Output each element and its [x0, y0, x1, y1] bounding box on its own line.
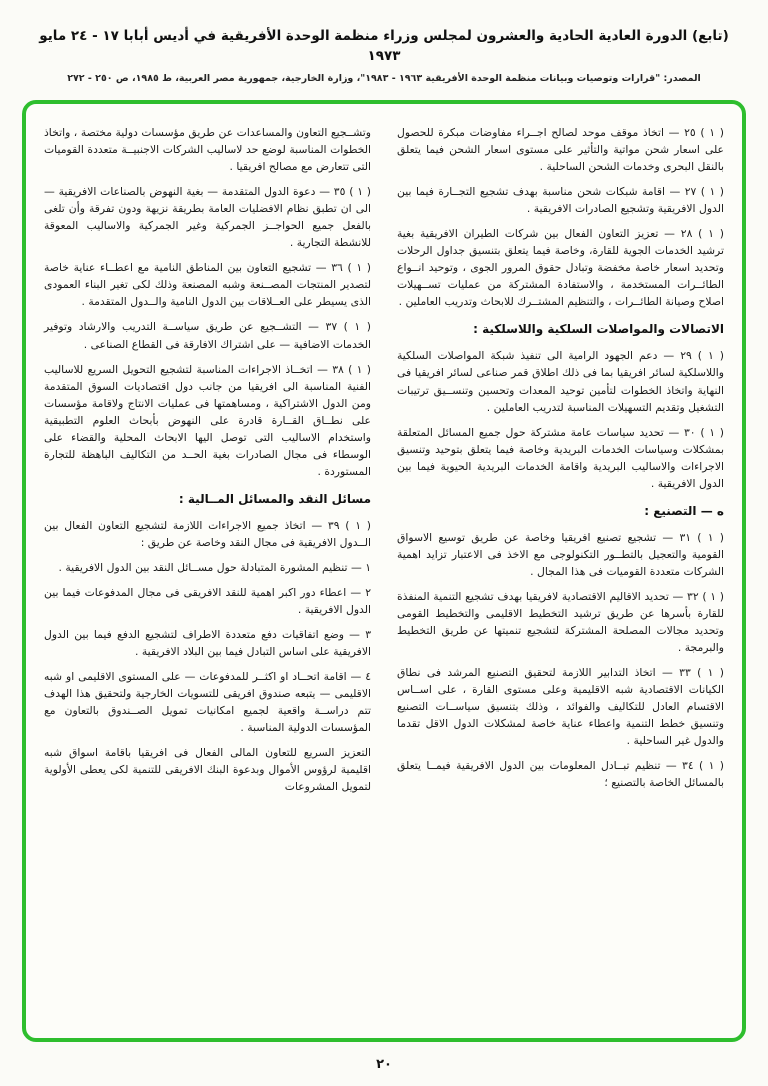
resolution-paragraph-34: ( ١ ) ٣٤ — تنظيم تبــادل المعلومات بين الدول الافريقية فيمــا يتعلق بالمسائل الخاصة بالتصنيع ؛: [397, 759, 724, 790]
document-frame: [22, 100, 746, 1042]
resolution-paragraph-38: ( ١ ) ٣٨ — اتخــاذ الاجراءات المناسبة لتشجيع التحويل السريع للاساليب الفنية المناسبة الى افريقيا من جانب دول اقتصاديات السوق المتقدمة ومن الدول الاشتراكية ، ومساهمتها فى عمليات الانتاج ولاقامة مؤسسات على نطــاق القــارة قادرة على النهوض بأبحاث العلوم التطبيقية واستخدام الاساليب التى توصل اليها الابحاث المحلية والقضاء على الوسطاء فى مجال الصادرات بغية الحــد من التكاليف الباهظة للتجارة المستوردة .: [44, 362, 371, 478]
resolution-paragraph-32: ( ١ ) ٣٢ — تحديد الاقاليم الاقتصادية لافريقيا بهدف تشجيع التنمية المنفذة للقارة بأسرها عن طريق ترشيد التخطيط الاقليمى والتخطيط القومى وتحديد مجالات المصلحة المشتركة لتشجيع تنميتها عن طريق التخطيط والبرمجة .: [397, 589, 724, 655]
section-heading-telecommunications: الاتصالات والمواصلات السلكية واللاسلكية :: [473, 322, 724, 337]
closing-paragraph: التعزيز السريع للتعاون المالى الفعال فى افريقيا باقامة اسواق شبه اقليمية لرؤوس الأموال وبدعوة البنك الافريقى للتنمية لكى يعطى الأولوية لتمويل المشروعات: [44, 746, 371, 794]
continuation-paragraph-34: وتشــجيع التعاون والمساعدات عن طريق مؤسسات دولية مختصة ، واتخاذ الخطوات المناسبة لوضع حد لاساليب الشركات الاجنبيــة متعددة القوميات التى تتعارض مع مصالح افريقيا .: [44, 126, 371, 174]
resolution-paragraph-29: ( ١ ) ٢٩ — دعم الجهود الرامية الى تنفيذ شبكة المواصلات السلكية واللاسلكية لسائر افريقيا بما فى ذلك اطلاق قمر صناعى لسائر افريقيا فى النهاية واتخاذ الخطوات لتأمين توحيد المعدات وتحسين وتنســيق ترتيبات التشغيل وتقديم التسهيلات المناسبة لتدريب العاملين .: [397, 349, 724, 414]
page-number: ٢٠: [376, 1057, 392, 1072]
resolution-paragraph-36: ( ١ ) ٣٦ — تشجيع التعاون بين المناطق النامية مع اعطــاء عناية خاصة لتصدير المنتجات المصــنعة وشبه المصنعة وذلك لكى تغير البناء العمودى الذى يسيطر على العــلاقات بين الدول النامية والــدول المتقدمة .: [44, 261, 372, 309]
resolution-paragraph-27: ( ١ ) ٢٧ — اقامة شبكات شحن مناسبة بهدف تشجيع التجــارة فيما بين الدول الافريقية وتشجيع الصادرات الافريقية .: [397, 185, 724, 216]
left-column: [44, 124, 371, 1022]
resolution-paragraph-35: ( ١ ) ٣٥ — دعوة الدول المتقدمة — بغية النهوض بالصناعات الافريقية — الى ان تطبق نظام الافضليات العامة بطريقة نزيهة ودون تفرقة وأن تلغى بالفعل جميع الحواجــز الجمركية وغير الجمركية والاساليب المعوقة للانشطة التجارية .: [44, 185, 371, 250]
two-column-layout: [44, 124, 724, 1022]
subitem-paragraph-2: ٢ — اعطاء دور اكبر اهمية للنقد الافريقى فى مجال المدفوعات فيما بين الدول الافريقية .: [44, 585, 371, 617]
resolution-paragraph-25: ( ١ ) ٢٥ — اتخاذ موقف موحد لصالح اجــراء مفاوضات مبكرة للحصول على اسعار شحن مواتية والتأثير على مستوى اسعار الشحن فيما يتعلق بالنقل البحرى وخدمات الشحن الساحلية .: [397, 126, 724, 174]
document-footer: [0, 1053, 768, 1072]
resolution-paragraph-39: ( ١ ) ٣٩ — اتخاذ جميع الاجراءات اللازمة لتشجيع التعاون الفعال بين الــدول الافريقية فى مجال النقد وخاصة عن طريق :: [44, 518, 371, 549]
resolution-paragraph-33: ( ١ ) ٣٣ — اتخاذ التدابير اللازمة لتحقيق التصنيع المرشد فى نطاق الكيانات الاقتصادية شبه الاقليمية وعلى مستوى القارة ، على اســاس الاقتسام العادل للتكاليف والفوائد ، وذلك بتنسيق سياســات التصنيع وتنسيق خطط التنمية واعطاء عناية خاصة لمشكلات الدول الاقل تقدما والدول غير الساحلية .: [397, 666, 724, 748]
section-heading-industrialization: ه — التصنيع :: [644, 503, 724, 518]
section-heading-monetary-financial: مسائل النقد والمسائل المــالية :: [178, 491, 371, 506]
resolution-paragraph-31: ( ١ ) ٣١ — تشجيع تصنيع افريقيا وخاصة عن طريق توسيع الاسواق القومية والتعجيل بالتطــور التكنولوجى مع الاخذ فى الاعتبار تزايد اهمية الشركات متعددة القوميات فى هذا المجال .: [397, 530, 724, 578]
right-column: [397, 124, 724, 1022]
document-title: (تابع) الدورة العادية الحادية والعشرون لمجلس وزراء منظمة الوحدة الأفريقية في أديس أبابا ١٧ - ٢٤ مايو ١٩٧٣: [39, 28, 729, 65]
document-header: [0, 0, 768, 86]
document-source-citation: المصدر: "قرارات وتوصيات وبيانات منظمة الوحدة الأفريقية ١٩٦٣ - ١٩٨٣"، وزارة الخارجية، جمهورية مصر العربية، ط ١٩٨٥، ص ٢٥٠ - ٢٧٢: [67, 72, 701, 84]
resolution-paragraph-37: ( ١ ) ٣٧ — التشــجيع عن طريق سياســة التدريب والارشاد وتوفير الخدمات الاضافية — على اشتراك الافارقة فى القطاع الصناعى .: [44, 320, 371, 351]
subitem-paragraph-4: ٤ — اقامة اتحــاد او اكثــر للمدفوعات — على المستوى الاقليمى او شبه الاقليمى — يتبعه صندوق افريقى للتسويات الخارجية ولتحقيق هذا الهدف تتم دراســة واقعية لجميع امكانيات تمويل الصــندوق بالتعاون مع المؤسسات الدولية المناسبة .: [44, 670, 371, 735]
subitem-paragraph-3: ٣ — وضع اتفاقيات دفع متعددة الاطراف لتشجيع الدفع فيما بين الدول الافريقية على اساس التبادل فيما بين البلاد الافريقية .: [44, 628, 371, 659]
resolution-paragraph-30: ( ١ ) ٣٠ — تحديد سياسات عامة مشتركة حول جميع المسائل المتعلقة بمشكلات وسياسات الخدمات البريدية وخاصة فيما يتعلق بتوحيد وتنسيق الاجراءات والاساليب البريدية واقامة الخدمات البريدية الحيوية فيما بين الدول الافريقية .: [397, 425, 725, 490]
subitem-paragraph-1: ١ — تنظيم المشورة المتبادلة حول مســائل النقد بين الدول الافريقية .: [58, 560, 371, 574]
resolution-paragraph-28: ( ١ ) ٢٨ — تعزيز التعاون الفعال بين شركات الطيران الافريقية بغية ترشيد الخدمات الجوية للقارة، وخاصة فيما يتعلق بتنسيق جداول الرحلات وتحديد اسعار خاصة مخفضة وتبادل حقوق المرور الجوى ، وتوحيد انــواع الطائــرات المستخدمة ، والاستفادة المشتركة من عمليات تســهيلات اصلاح وصيانة الطائــرات ، والتنظيم المشتــرك للابحاث وتدريب العاملين .: [397, 227, 724, 309]
